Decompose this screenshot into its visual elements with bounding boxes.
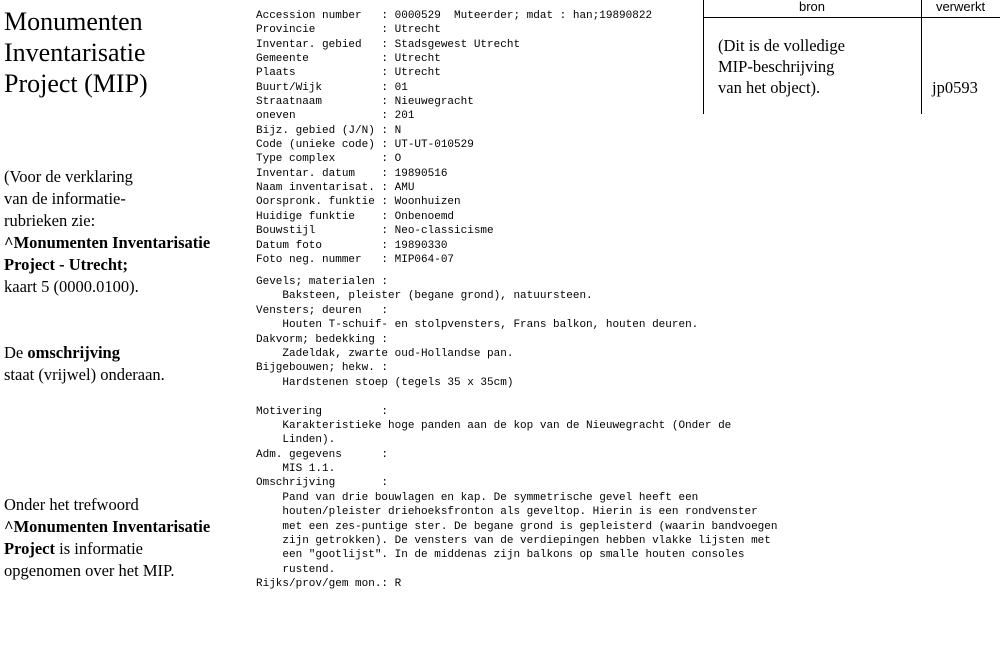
description-line: Rijks/prov/gem mon.: R <box>256 578 402 591</box>
description-line: Houten T-schuif- en stolpvensters, Frans balkon, houten deuren. <box>256 319 699 332</box>
bron-line: MIP-beschrijving <box>718 57 835 76</box>
note-line: rubrieken zie: <box>4 211 96 230</box>
description-line: Karakteristieke hoge panden aan de kop van de Nieuwegracht (Onder de <box>256 419 732 432</box>
description-line: Omschrijving : <box>256 477 389 490</box>
description-line: Baksteen, pleister (begane grond), natuursteen. <box>256 290 593 303</box>
description-line: Zadeldak, zwarte oud-Hollandse pan. <box>256 347 514 360</box>
table-divider <box>703 17 1000 18</box>
field-row: Bijz. gebied (J/N) : N <box>256 124 402 137</box>
field-row: Buurt/Wijk : 01 <box>256 81 408 94</box>
keyword-note <box>4 494 254 582</box>
field-row: Inventar. datum : 19890516 <box>256 167 448 180</box>
description-line: Dakvorm; bedekking : <box>256 333 389 346</box>
field-row: Foto neg. nummer : MIP064-07 <box>256 253 455 266</box>
note-line: staat (vrijwel) onderaan. <box>4 365 165 384</box>
title-line: Project (MIP) <box>4 69 148 98</box>
field-row: Plaats : Utrecht <box>256 67 441 80</box>
note-line: (Voor de verklaring <box>4 167 133 186</box>
bron-header: bron <box>798 0 826 14</box>
document-title <box>4 6 244 99</box>
note-keyword: Project - Utrecht; <box>4 255 128 274</box>
description-line: Linden). <box>256 434 336 447</box>
field-row: Inventar. gebied : Stadsgewest Utrecht <box>256 38 521 51</box>
description-line: een "gootlijst". In de middenas zijn balkons op smalle houten consoles <box>256 549 745 562</box>
field-row: Accession number : 0000529 Muteerder; mdat : han;19890822 <box>256 10 653 22</box>
note-keyword: omschrijving <box>27 343 120 362</box>
description-line: zijn getrokken). De vensters van de verdiepingen hebben vlakke lijsten met <box>256 535 771 548</box>
field-row: Bouwstijl : Neo-classicisme <box>256 225 494 238</box>
source-table <box>703 0 1000 114</box>
note-line: van de informatie- <box>4 189 126 208</box>
record-description <box>256 275 778 592</box>
note-line: Onder het trefwoord <box>4 495 139 514</box>
description-line: Motivering : <box>256 405 389 418</box>
field-row: Datum foto : 19890330 <box>256 239 448 252</box>
field-row: Provincie : Utrecht <box>256 24 441 37</box>
description-line: Hardstenen stoep (tegels 35 x 35cm) <box>256 376 514 389</box>
field-row: Straatnaam : Nieuwegracht <box>256 96 474 109</box>
field-row: Huidige funktie : Onbenoemd <box>256 210 455 223</box>
description-line: MIS 1.1. <box>256 463 336 476</box>
bron-line: (Dit is de volledige <box>718 36 845 55</box>
note-line: opgenomen over het MIP. <box>4 561 175 580</box>
description-line: Gevels; materialen : <box>256 276 389 288</box>
verwerkt-cell: jp0593 <box>932 78 978 97</box>
record-fields <box>256 9 652 267</box>
description-note <box>4 342 254 386</box>
note-keyword: Project <box>4 539 55 558</box>
description-line <box>256 390 778 404</box>
description-line: Bijgebouwen; hekw. : <box>256 362 389 375</box>
title-line: Monumenten <box>4 7 143 36</box>
note-keyword: ^Monumenten Inventarisatie <box>4 233 211 252</box>
field-row: Oorspronk. funktie : Woonhuizen <box>256 196 461 209</box>
bron-line: van het object). <box>718 78 821 97</box>
description-line: rustend. <box>256 563 336 576</box>
description-line: houten/pleister driehoeksfronton als geveltop. Hierin is een rondvenster <box>256 506 758 519</box>
note-keyword: ^Monumenten Inventarisatie <box>4 517 211 536</box>
description-line: met een zes-puntige ster. De begane grond is gepleisterd (waarin bandvoegen <box>256 520 778 533</box>
note-text: is informatie <box>55 539 143 558</box>
title-line: Inventarisatie <box>4 38 146 67</box>
description-line: Vensters; deuren : <box>256 304 389 317</box>
bron-cell <box>718 35 918 98</box>
note-text: De <box>4 343 28 362</box>
description-line: Pand van drie bouwlagen en kap. De symmetrische gevel heeft een <box>256 491 699 504</box>
field-row: Naam inventarisat. : AMU <box>256 182 415 195</box>
field-row: oneven : 201 <box>256 110 415 123</box>
note-line: kaart 5 (0000.0100). <box>4 277 139 296</box>
field-row: Gemeente : Utrecht <box>256 53 441 66</box>
field-row: Code (unieke code) : UT-UT-010529 <box>256 139 474 152</box>
reference-note <box>4 166 254 298</box>
field-row: Type complex : O <box>256 153 402 166</box>
description-line: Adm. gegevens : <box>256 448 389 461</box>
verwerkt-header: verwerkt <box>935 0 986 14</box>
